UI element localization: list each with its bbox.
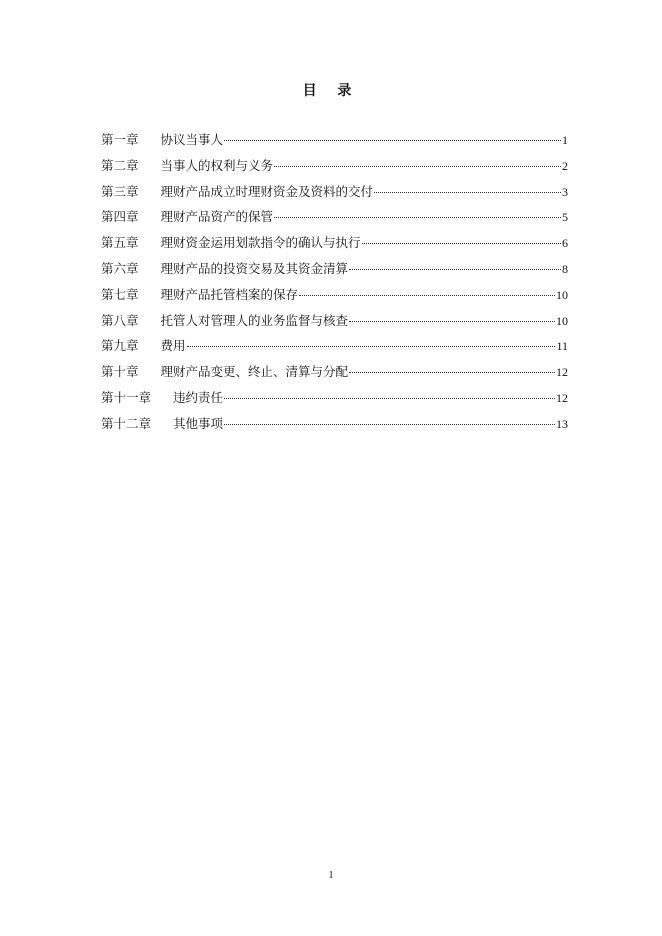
toc-chapter-number: 第二章	[101, 157, 139, 173]
toc-dot-leader	[362, 242, 561, 244]
toc-chapter-heading: 理财产品的投资交易及其资金清算	[160, 260, 349, 276]
toc-chapter-heading: 理财资金运用划款指令的确认与执行	[160, 235, 361, 251]
toc-page-number: 8	[562, 261, 568, 276]
toc-dot-leader	[274, 165, 561, 167]
toc-chapter-heading: 理财产品成立时理财资金及资料的交付	[160, 183, 374, 199]
toc-entry[interactable]	[101, 259, 568, 285]
toc-dot-leader	[374, 191, 561, 193]
toc-dot-leader	[299, 294, 555, 296]
toc-page-number: 5	[562, 210, 568, 225]
toc-entry[interactable]	[101, 362, 568, 388]
toc-chapter-number: 第一章	[101, 132, 139, 147]
toc-chapter-number: 第十一章	[101, 389, 152, 405]
toc-page-number: 13	[556, 416, 568, 431]
toc-page-number: 10	[556, 287, 568, 302]
toc-chapter-heading: 违约责任	[173, 389, 224, 405]
toc-page-number: 6	[562, 236, 568, 251]
toc-entry[interactable]	[101, 130, 568, 156]
toc-page-number: 1	[562, 133, 568, 147]
toc-dot-leader	[349, 320, 555, 322]
toc-chapter-number: 第十章	[101, 364, 139, 380]
toc-chapter-number: 第六章	[101, 260, 139, 276]
toc-page-number: 12	[556, 390, 568, 405]
toc-dot-leader	[224, 397, 555, 399]
toc-dot-leader	[187, 345, 556, 347]
toc-chapter-heading: 其他事项	[173, 415, 224, 431]
toc-page-number: 12	[556, 365, 568, 380]
toc-entry[interactable]	[101, 233, 568, 259]
toc-chapter-heading: 当事人的权利与义务	[160, 157, 274, 173]
toc-entry[interactable]	[101, 311, 568, 337]
toc-entry[interactable]	[101, 285, 568, 311]
toc-chapter-number: 第四章	[101, 209, 139, 225]
toc-page-number: 11	[556, 339, 568, 354]
toc-chapter-number: 第八章	[101, 312, 139, 328]
toc-chapter-heading: 费用	[160, 338, 186, 354]
toc-chapter-number: 第九章	[101, 338, 139, 354]
toc-chapter-number: 第五章	[101, 235, 139, 251]
toc-dot-leader	[224, 423, 555, 425]
toc-page-number: 3	[562, 184, 568, 199]
toc-chapter-number: 第十二章	[101, 415, 152, 431]
toc-dot-leader	[274, 216, 561, 218]
toc-dot-leader	[349, 371, 555, 373]
toc-page-number: 2	[562, 158, 568, 173]
toc-entry[interactable]	[101, 182, 568, 208]
toc-entry[interactable]	[101, 156, 568, 182]
toc-entry[interactable]	[101, 414, 568, 440]
table-of-contents	[101, 130, 568, 440]
toc-dot-leader	[224, 139, 561, 141]
toc-chapter-heading: 理财产品资产的保管	[160, 209, 274, 225]
toc-chapter-number: 第三章	[101, 183, 139, 199]
toc-chapter-heading: 协议当事人	[160, 132, 224, 147]
toc-entry[interactable]	[101, 336, 568, 362]
page-number: 1	[328, 870, 334, 881]
toc-page-number: 10	[556, 313, 568, 328]
toc-chapter-heading: 理财产品托管档案的保存	[160, 286, 299, 302]
toc-chapter-number: 第七章	[101, 286, 139, 302]
toc-entry[interactable]	[101, 207, 568, 233]
toc-dot-leader	[349, 268, 561, 270]
toc-chapter-heading: 托管人对管理人的业务监督与核查	[160, 312, 349, 328]
toc-title: 目 录	[302, 83, 360, 99]
toc-chapter-heading: 理财产品变更、终止、清算与分配	[160, 364, 349, 380]
toc-entry[interactable]	[101, 388, 568, 414]
